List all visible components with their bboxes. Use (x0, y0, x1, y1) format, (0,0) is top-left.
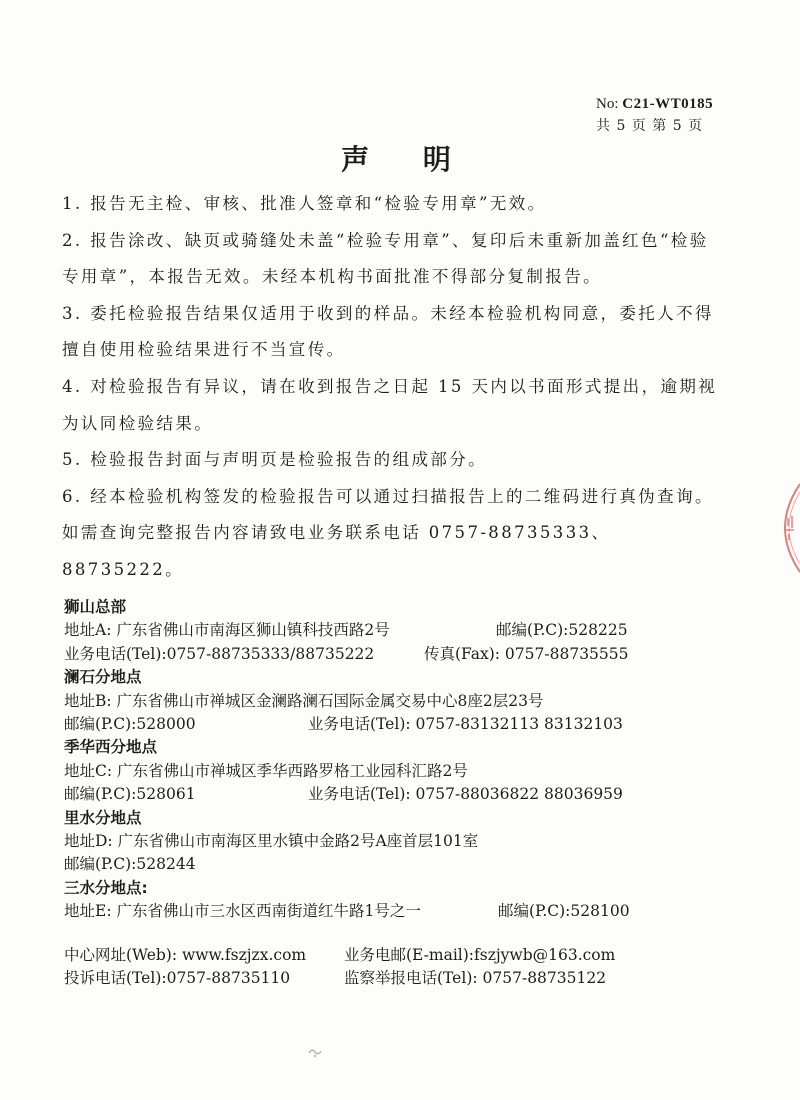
report-number-label: No: (596, 96, 619, 112)
clause-4: 4. 对检验报告有异议，请在收到报告之日起 15 天内以书面形式提出，逾期视为认同检验结果。 (62, 376, 718, 433)
office-address: 地址D: 广东省佛山市南海区里水镇中金路2号A座首层101室 (64, 831, 479, 850)
office-line (64, 713, 744, 736)
office-phone: 业务电话(Tel): 0757-88036822 88036959 (308, 785, 623, 804)
office-address: 地址E: 广东省佛山市三水区西南街道红牛路1号之一 (64, 902, 421, 921)
office-line (64, 783, 744, 806)
website: 中心网址(Web): www.fszjzx.com (64, 946, 307, 964)
office-postcode: 邮编(P.C):528100 (498, 902, 630, 921)
report-number (596, 94, 713, 114)
office-name-jihuaxi (64, 736, 744, 759)
page-count: 共 5 页 第 5 页 (596, 118, 704, 134)
office-line (64, 643, 744, 666)
scan-speck (306, 1046, 324, 1060)
office-list (64, 596, 744, 923)
office-name: 季华西分地点 (64, 738, 158, 757)
office-line (64, 760, 744, 783)
office-line (64, 853, 744, 876)
office-postcode: 邮编(P.C):528244 (64, 855, 196, 874)
clause-6: 6. 经本检验机构签发的检验报告可以通过扫描报告上的二维码进行真伪查询。如需查询完整报告内容请致电业务联系电话 0757-88735333、88735222。 (62, 486, 714, 579)
clause-2: 2. 报告涂改、缺页或骑缝处未盖“检验专用章”、复印后未重新加盖红色“检验专用章”，本报告无效。未经本机构书面批准不得部分复制报告。 (62, 230, 709, 287)
office-name: 三水分地点: (64, 878, 148, 897)
contact-line (64, 967, 744, 990)
office-name: 澜石分地点 (64, 668, 142, 687)
contact-line (64, 944, 744, 967)
office-name-lanshi (64, 666, 744, 689)
office-postcode: 邮编(P.C):528000 (64, 714, 196, 733)
office-name-sanshui (64, 877, 744, 900)
report-number-value: C21-WT0185 (622, 96, 714, 112)
office-line (64, 900, 744, 923)
office-address: 地址B: 广东省佛山市禅城区金澜路澜石国际金属交易中心8座2层23号 (64, 691, 544, 710)
seam-stamp-fragment (748, 482, 800, 574)
office-name: 狮山总部 (64, 598, 127, 616)
office-phone: 业务电话(Tel):0757-88735333/88735222 (64, 644, 375, 663)
supervision-phone: 监察举报电话(Tel): 0757-88735122 (344, 969, 607, 988)
office-address: 地址C: 广东省佛山市禅城区季华西路罗格工业园科汇路2号 (64, 761, 468, 780)
page-title: 声 明 (341, 143, 473, 176)
email: 业务电邮(E-mail):fszjywb@163.com (344, 946, 616, 964)
clause-5: 5. 检验报告封面与声明页是检验报告的组成部分。 (62, 450, 488, 470)
office-line (64, 690, 744, 713)
office-name: 里水分地点 (64, 808, 142, 827)
office-postcode: 邮编(P.C):528225 (496, 621, 628, 640)
office-postcode: 邮编(P.C):528061 (64, 785, 196, 804)
clause-3: 3. 委托检验报告结果仅适用于收到的样品。未经本检验机构同意，委托人不得擅自使用检验结果进行不当宣传。 (62, 303, 714, 360)
complaint-phone: 投诉电话(Tel):0757-88735110 (64, 969, 291, 988)
statement-clauses (62, 186, 722, 589)
office-line (64, 619, 744, 642)
office-fax: 传真(Fax): 0757-88735555 (424, 644, 629, 663)
office-name-lishui (64, 807, 744, 830)
clause-1: 1. 报告无主检、审核、批准人签章和“检验专用章”无效。 (62, 194, 547, 213)
office-address: 地址A: 广东省佛山市南海区狮山镇科技西路2号 (64, 621, 390, 640)
office-line (64, 830, 744, 853)
office-name-shishan (64, 596, 744, 619)
office-phone: 业务电话(Tel): 0757-83132113 83132103 (308, 714, 623, 733)
contact-info (64, 944, 744, 991)
